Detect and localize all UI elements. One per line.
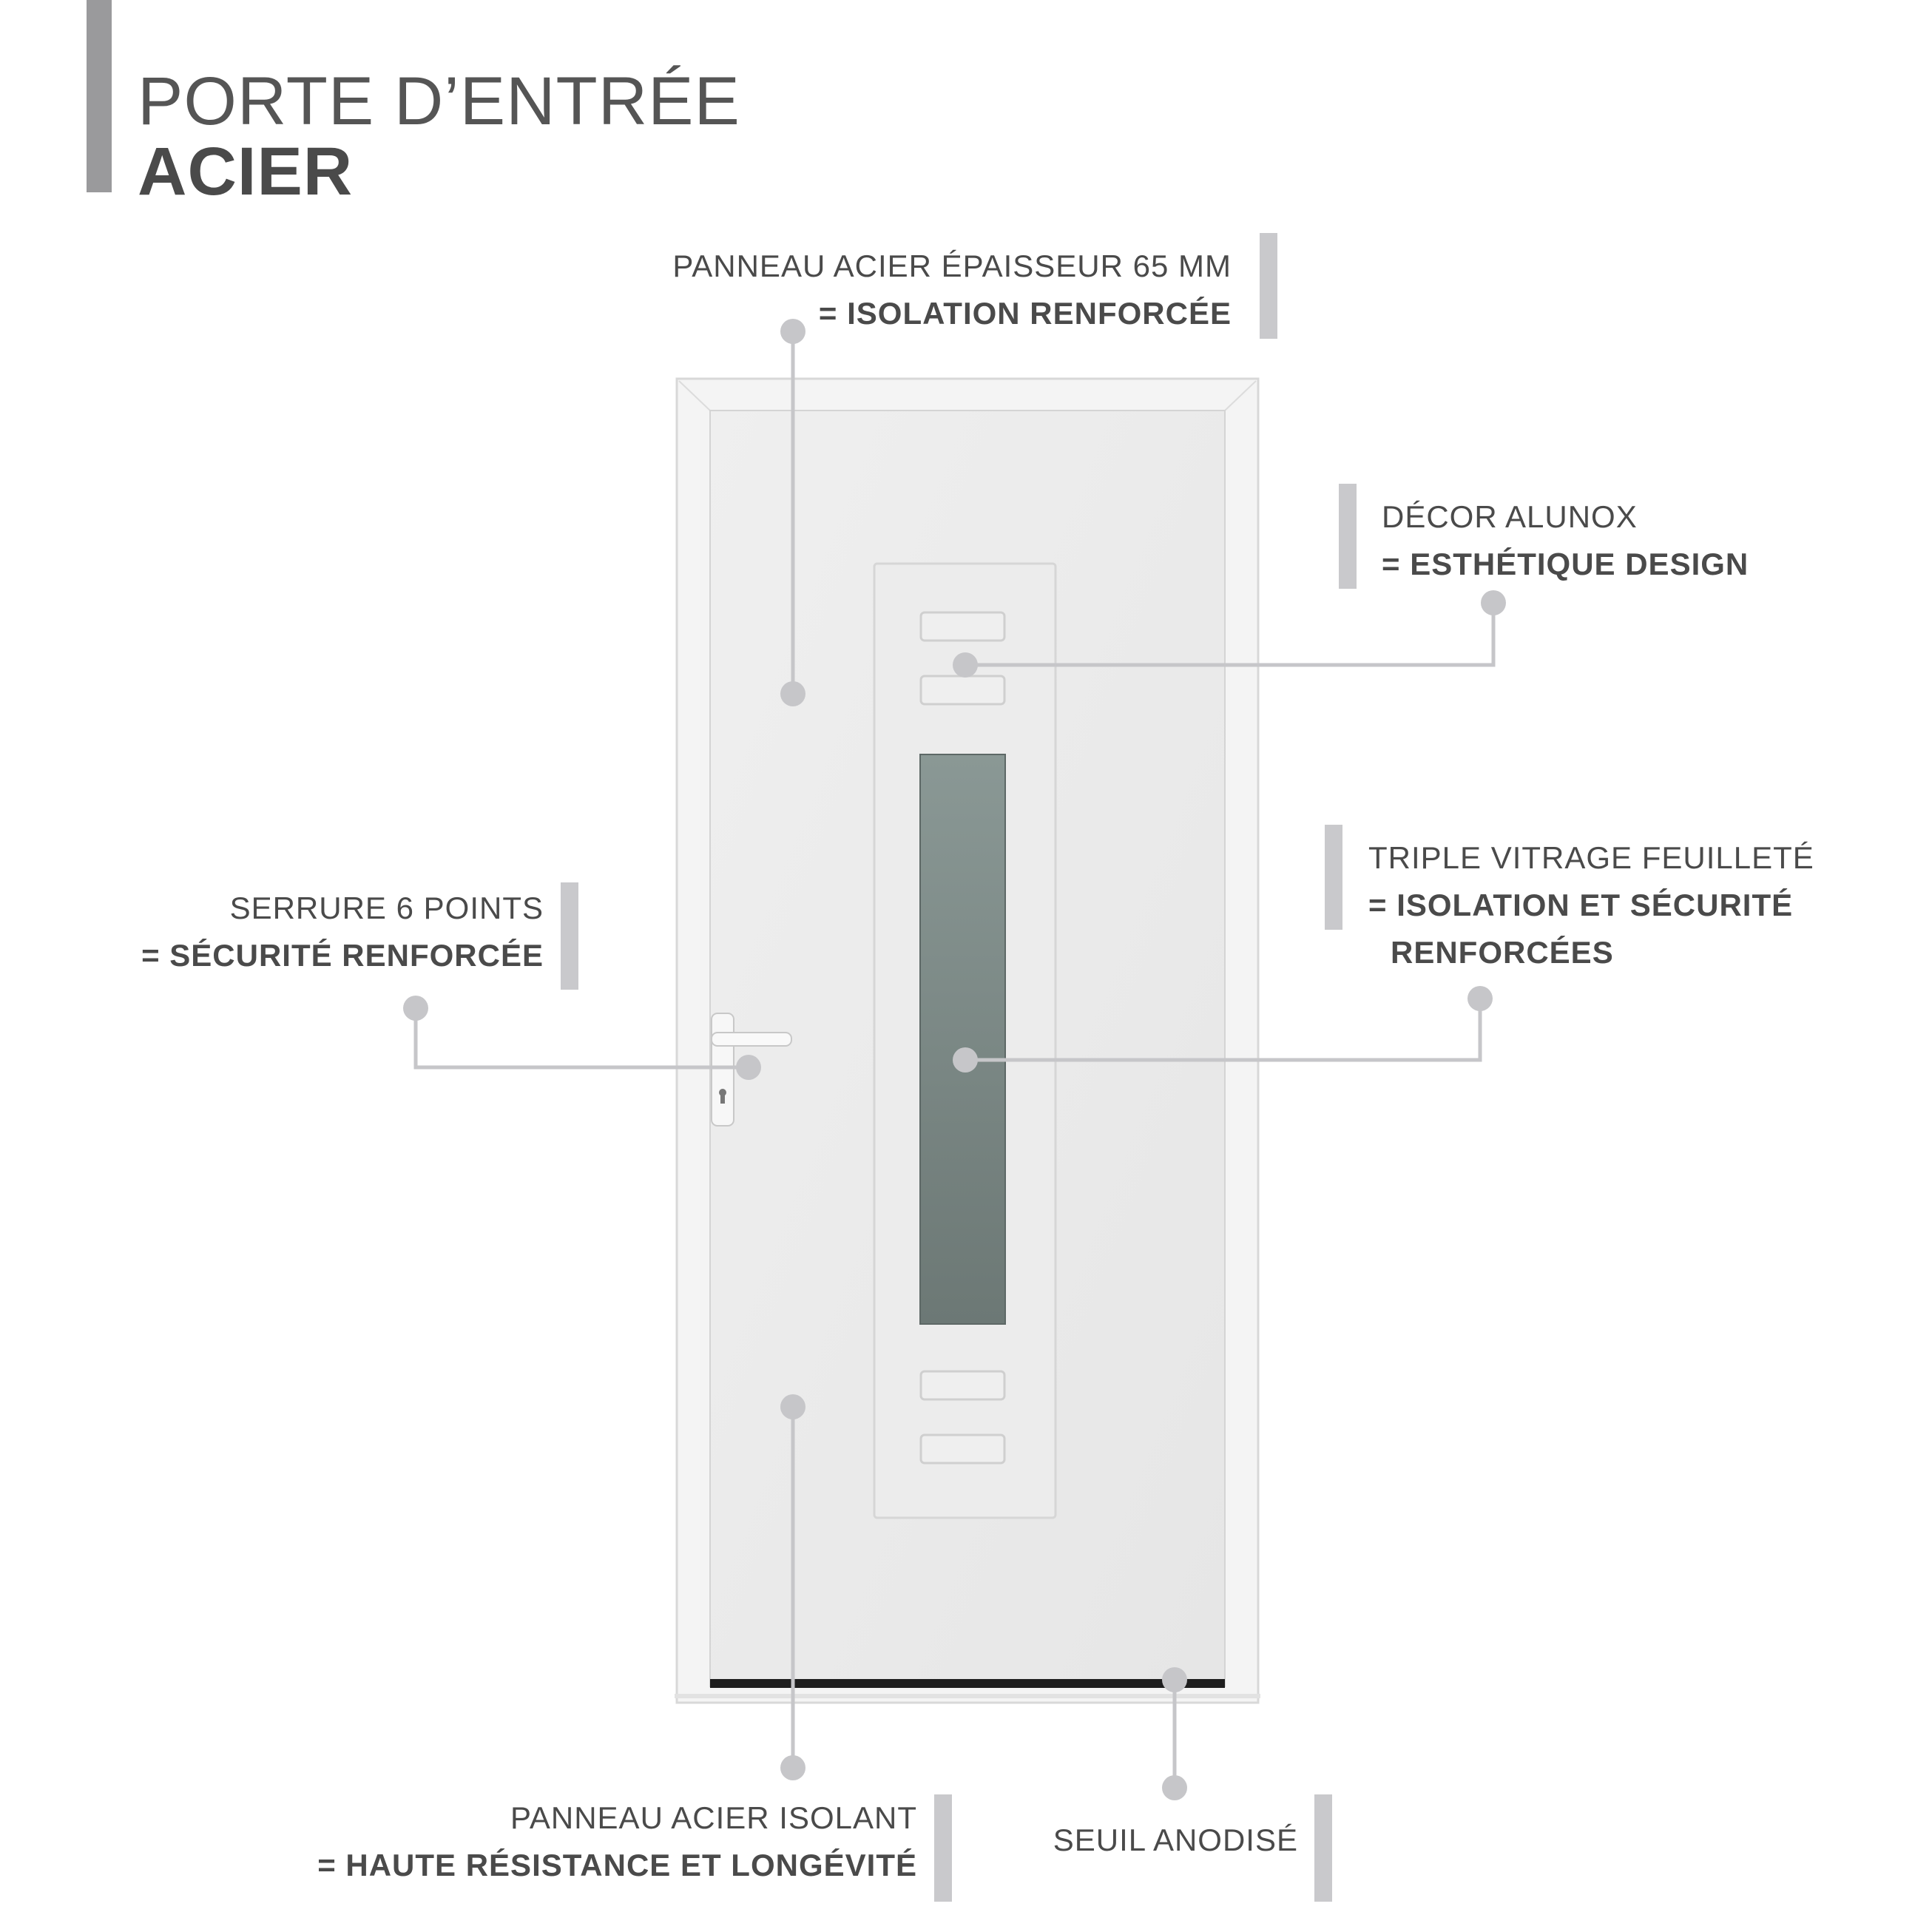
decor-slot (921, 1435, 1004, 1463)
callout-bar (561, 882, 578, 990)
decor-slot (921, 1371, 1004, 1399)
callout-dot (403, 996, 428, 1021)
page-title: PORTE D’ENTRÉE (138, 64, 740, 139)
callout-benefit: = ISOLATION ET SÉCURITÉ (1368, 888, 1794, 922)
callout-title: TRIPLE VITRAGE FEUILLETÉ (1368, 840, 1814, 875)
callout-dot (1162, 1667, 1187, 1692)
callout-dot (953, 652, 978, 678)
callout-benefit: = HAUTE RÉSISTANCE ET LONGÉVITÉ (317, 1848, 917, 1882)
callout-title: SEUIL ANODISÉ (1053, 1823, 1298, 1857)
callout-dot (1467, 986, 1493, 1011)
callout-panel-thickness (672, 243, 1232, 337)
callout-bar (1314, 1794, 1332, 1902)
callout-bar (1260, 233, 1277, 339)
callout-benefit: = SÉCURITÉ RENFORCÉE (141, 938, 544, 973)
decor-slot (921, 676, 1004, 704)
callout-title: PANNEAU ACIER ISOLANT (510, 1800, 917, 1835)
callout-insulating-panel (317, 1794, 917, 1889)
decor-slot (921, 612, 1004, 641)
door-threshold (710, 1679, 1225, 1688)
callout-dot (780, 1755, 805, 1780)
callout-bar (1325, 825, 1342, 930)
callout-dot (1162, 1775, 1187, 1800)
callout-lock (141, 885, 544, 979)
callout-bar (934, 1794, 952, 1902)
callout-title: SERRURE 6 POINTS (229, 891, 544, 925)
callout-dot (780, 1394, 805, 1419)
callout-title: PANNEAU ACIER ÉPAISSEUR 65 MM (672, 249, 1232, 283)
callout-bar (1339, 484, 1357, 589)
callout-dot (1481, 590, 1506, 615)
page-subtitle: ACIER (138, 134, 354, 209)
callout-title: DÉCOR ALUNOX (1382, 499, 1638, 534)
callout-dot (736, 1055, 761, 1080)
callout-threshold (1053, 1817, 1298, 1864)
callout-dot (953, 1047, 978, 1073)
glass-panel (920, 754, 1005, 1324)
callout-benefit-cont: RENFORCÉES (1391, 935, 1614, 970)
callout-decor (1382, 493, 1749, 588)
callout-dot (780, 681, 805, 706)
callout-glazing (1368, 834, 1814, 976)
callout-benefit: = ESTHÉTIQUE DESIGN (1382, 547, 1749, 581)
callout-benefit: = ISOLATION RENFORCÉE (818, 296, 1232, 331)
